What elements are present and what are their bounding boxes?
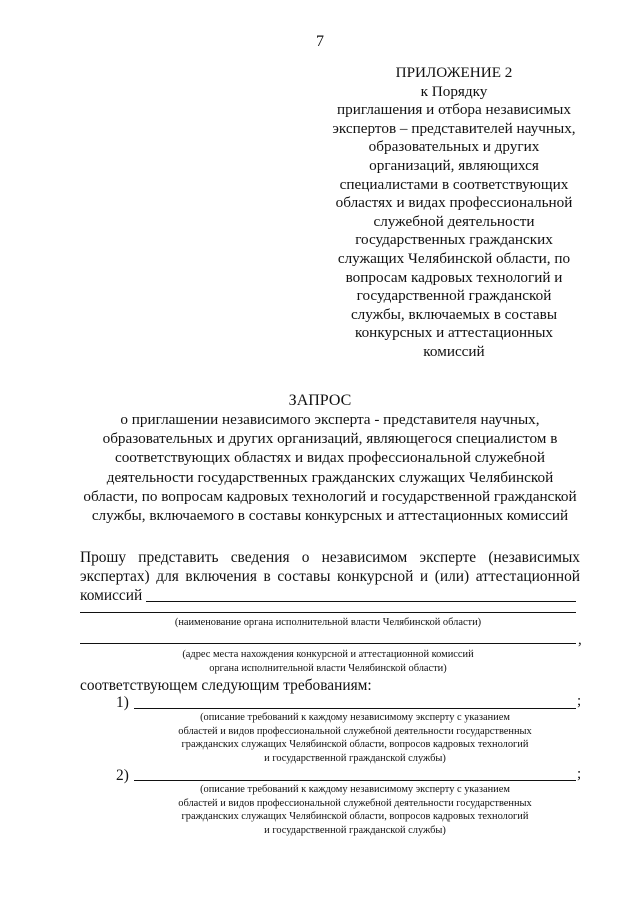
fill-line-organ: [80, 612, 576, 613]
fill-line-item: [134, 708, 576, 709]
body-line-2: экспертах) для включения в составы конкурсной и (или) аттестационной: [80, 568, 580, 585]
item-end: ;: [577, 766, 582, 782]
fill-line-address: [80, 643, 576, 644]
item-number: 1): [116, 694, 129, 711]
appendix-line: областях и видах профессиональной: [335, 194, 573, 212]
subtitle-line: деятельности государственных гражданских служащих Челябинской: [106, 468, 554, 486]
appendix-line: к Порядку: [420, 82, 488, 100]
request-subtitle: [40, 410, 620, 525]
subtitle-line: образовательных и других организаций, являющегося специалистом в: [102, 430, 558, 448]
appendix-line: организаций, являющихся: [369, 156, 539, 174]
appendix-line: экспертов – представителей научных,: [332, 119, 576, 137]
caption-item: [134, 711, 576, 765]
item-number: 2): [116, 767, 129, 784]
caption-organ: (наименование органа исполнительной власти Челябинской области): [174, 617, 482, 628]
subtitle-line: соответствующих областях и видах профессиональной служебной: [114, 449, 546, 467]
requirements-intro: соответствующем следующим требованиям:: [80, 677, 372, 694]
appendix-line: служащих Челябинской области, по: [337, 249, 571, 267]
caption-line: и государственной гражданской службы): [264, 752, 446, 764]
caption-line: и государственной гражданской службы): [264, 824, 446, 836]
page-number: 7: [316, 33, 324, 50]
appendix-line: вопросам кадровых технологий и: [345, 268, 563, 286]
appendix-header: [318, 64, 590, 362]
caption-line: (описание требований к каждому независимому эксперту с указанием: [200, 784, 510, 795]
appendix-line: приглашения и отбора независимых: [337, 101, 571, 119]
caption-item: [134, 783, 576, 837]
caption-line: (адрес места нахождения конкурсной и аттестационной комиссий: [182, 649, 474, 660]
caption-line: органа исполнительной власти Челябинской области): [209, 662, 447, 674]
subtitle-line: о приглашении независимого эксперта - представителя научных,: [120, 411, 540, 428]
appendix-line: конкурсных и аттестационных: [354, 324, 553, 342]
request-title: ЗАПРОС: [288, 392, 352, 409]
appendix-line: государственных гражданских: [355, 231, 553, 249]
fill-line-commission: [146, 601, 576, 602]
appendix-line: ПРИЛОЖЕНИЕ 2: [395, 64, 513, 81]
caption-address: [80, 648, 576, 675]
body-line-3: комиссий: [80, 587, 143, 604]
caption-line: (описание требований к каждому независимому эксперту с указанием: [200, 712, 510, 723]
appendix-line: государственной гражданской: [356, 287, 552, 305]
subtitle-line: службы, включаемого в составы конкурсных и аттестационных комиссий: [91, 507, 569, 525]
appendix-line: специалистами в соответствующих: [339, 175, 569, 193]
appendix-line: служебной деятельности: [373, 212, 535, 230]
appendix-line: службы, включаемых в составы: [350, 305, 558, 323]
caption-line: областей и видов профессиональной служебной деятельности государственных: [178, 725, 532, 737]
caption-line: гражданских служащих Челябинской области, вопросов кадровых технологий: [181, 811, 529, 823]
caption-line: областей и видов профессиональной служебной деятельности государственных: [178, 797, 532, 809]
fill-line-item: [134, 780, 576, 781]
caption-line: гражданских служащих Челябинской области, вопросов кадровых технологий: [181, 739, 529, 751]
address-comma: ,: [578, 632, 582, 648]
body-line-1: Прошу представить сведения о независимом эксперте (независимых: [80, 549, 580, 566]
appendix-line: образовательных и других: [368, 138, 540, 156]
subtitle-line: области, по вопросам кадровых технологий и государственной гражданской: [83, 487, 577, 505]
appendix-line: комиссий: [423, 342, 485, 360]
item-end: ;: [577, 693, 582, 709]
